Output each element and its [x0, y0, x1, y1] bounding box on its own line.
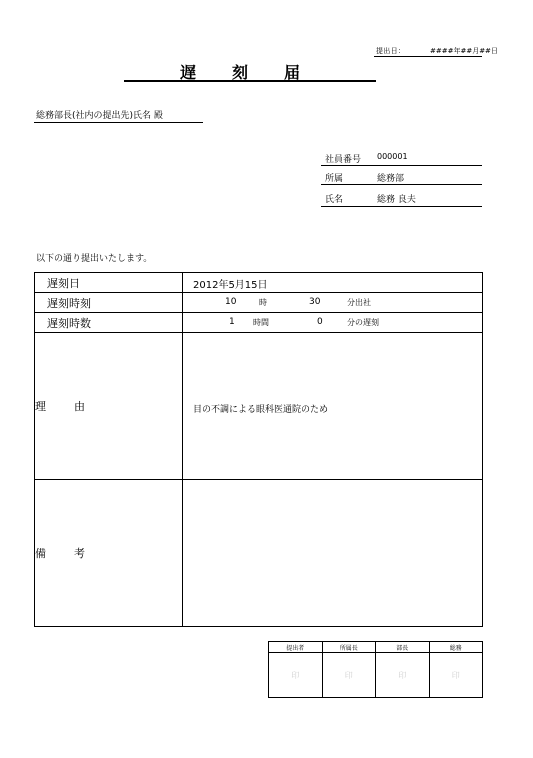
late-duration-minutes[interactable]: 0	[317, 317, 323, 327]
approval-seal-row	[269, 653, 483, 698]
late-date-row	[35, 273, 483, 293]
employee-number-value[interactable]: 000001	[377, 152, 408, 161]
department-underline	[321, 184, 482, 185]
late-time-cell[interactable]	[183, 293, 483, 313]
late-duration-hours[interactable]: 1	[229, 317, 235, 327]
seal-box-general-affairs[interactable]	[429, 653, 483, 698]
name-label: 氏名	[325, 195, 344, 205]
submission-date-label: 提出日：	[376, 47, 406, 55]
late-duration-cell[interactable]	[183, 313, 483, 333]
seal-box-department-head[interactable]	[376, 653, 430, 698]
seal-box-submitter[interactable]	[269, 653, 323, 698]
late-time-hour-unit: 時	[259, 298, 267, 307]
seal-mark: 印	[291, 670, 300, 680]
remarks-label-1: 備	[35, 547, 46, 560]
late-date-value[interactable]: 2012年5月15日	[193, 280, 268, 291]
name-underline	[321, 206, 482, 207]
reason-label-1: 理	[35, 400, 46, 413]
reason-value[interactable]: 目の不調による眼科医通院のため	[193, 404, 329, 415]
late-duration-label: 遅刻時数	[35, 313, 183, 333]
reason-label	[35, 333, 183, 480]
late-date-cell[interactable]	[183, 273, 483, 293]
seal-mark: 印	[398, 670, 407, 680]
approval-header-row	[269, 642, 483, 653]
late-time-label: 遅刻時刻	[35, 293, 183, 313]
late-duration-minutes-unit: 分の遅刻	[347, 318, 379, 327]
late-time-minute[interactable]: 30	[309, 297, 321, 307]
late-report-table	[34, 272, 483, 627]
approval-header-general-affairs: 総務	[429, 642, 483, 653]
approval-header-department-head: 部長	[376, 642, 430, 653]
addressee-underline	[34, 122, 203, 123]
submission-date-value[interactable]: ####年##月##日	[430, 47, 498, 55]
employee-number-label: 社員番号	[325, 155, 362, 165]
submission-date-underline	[374, 56, 482, 57]
department-value[interactable]: 総務部	[377, 174, 405, 184]
employee-number-underline	[321, 165, 482, 166]
page-title: 遅刻届	[180, 63, 337, 82]
reason-row	[35, 333, 483, 480]
name-value[interactable]: 総務 良夫	[377, 195, 416, 205]
approval-header-manager: 所属長	[322, 642, 376, 653]
reason-cell[interactable]	[183, 333, 483, 480]
addressee[interactable]: 総務部長(社内の提出先)氏名 殿	[36, 111, 163, 121]
late-date-label: 遅刻日	[35, 273, 183, 293]
intro-text: 以下の通り提出いたします。	[36, 254, 153, 264]
remarks-row	[35, 480, 483, 627]
department-label: 所属	[325, 174, 344, 184]
seal-mark: 印	[451, 670, 460, 680]
remarks-value[interactable]	[183, 552, 193, 562]
late-time-hour[interactable]: 10	[225, 297, 237, 307]
late-duration-row	[35, 313, 483, 333]
reason-label-2: 由	[74, 400, 85, 413]
remarks-label-2: 考	[74, 547, 85, 560]
late-time-row	[35, 293, 483, 313]
approval-header-submitter: 提出者	[269, 642, 323, 653]
approval-seal-table	[268, 641, 483, 698]
late-time-minute-unit: 分出社	[347, 298, 371, 307]
seal-mark: 印	[344, 670, 353, 680]
title-underline	[124, 80, 376, 82]
remarks-cell[interactable]	[183, 480, 483, 627]
remarks-label	[35, 480, 183, 627]
late-duration-hours-unit: 時間	[253, 318, 269, 327]
seal-box-manager[interactable]	[322, 653, 376, 698]
